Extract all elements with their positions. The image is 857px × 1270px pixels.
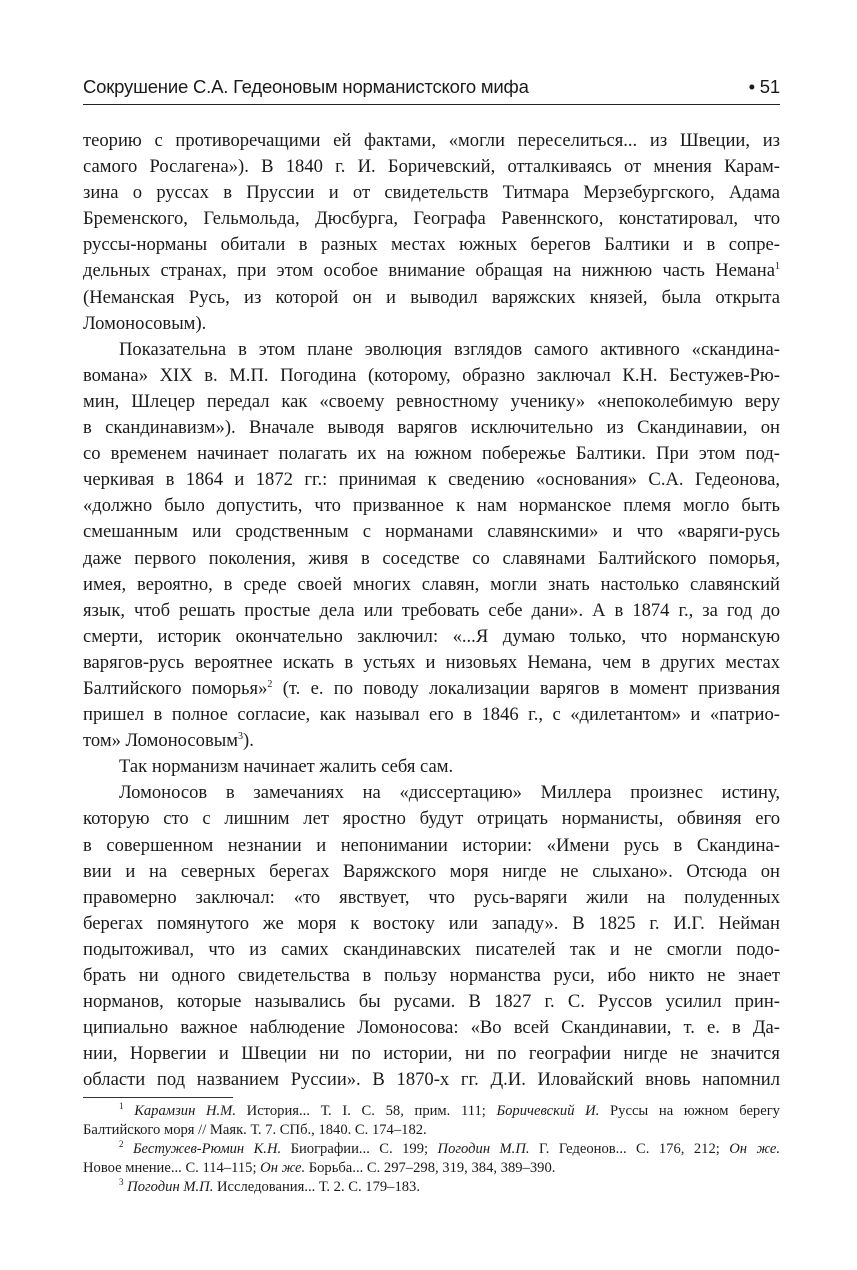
text-line bbox=[83, 676, 780, 702]
text-fragment: том» Ломоносовым bbox=[83, 730, 238, 752]
footnote-text: Руссы на южном берегу bbox=[599, 1103, 780, 1119]
footnote-1 bbox=[83, 1102, 780, 1121]
body-text bbox=[83, 128, 780, 1093]
footnote-ref-1: 1 bbox=[775, 261, 780, 273]
footnote-text: История... Т. I. С. 58, прим. 111; bbox=[235, 1103, 497, 1119]
footnote-text: Г. Гедеонов... С. 176, 212; bbox=[529, 1141, 730, 1157]
text-line: вомана» XIX в. М.П. Погодина (которому, образно заключал К.Н. Бестужев-Рю- bbox=[83, 364, 780, 386]
text-line: нии, Норвегии и Швеции ни по истории, ни по географии нигде не значится bbox=[83, 1043, 780, 1065]
text-line: Ломоносов в замечаниях на «диссертацию» Миллера произнес истину, bbox=[119, 782, 780, 804]
text-line: черкивая в 1864 и 1872 гг.: принимая к сведению «основания» С.А. Гедеонова, bbox=[83, 469, 780, 491]
text-line: норманов, которые назывались бы русами. В 1827 г. С. Руссов усилил прин- bbox=[83, 991, 780, 1013]
footnote-text: Исследования... Т. 2. С. 179–183. bbox=[213, 1179, 420, 1195]
text-fragment: дельных странах, при этом особое внимание обращая на нижнюю часть Немана bbox=[83, 260, 775, 282]
footnote-ref-3: 3 bbox=[238, 730, 243, 742]
footnote-author: Боричевский И. bbox=[496, 1103, 600, 1119]
running-head bbox=[83, 74, 780, 105]
text-line bbox=[83, 728, 780, 754]
text-line bbox=[83, 258, 780, 284]
text-line: области под названием Руссии». В 1870-х гг. Д.И. Иловайский вновь напомнил bbox=[83, 1069, 780, 1091]
text-line: подытоживал, что из самих скандинавских писателей так и не смогли подо- bbox=[83, 938, 780, 960]
text-line: брать ни одного свидетельства в пользу норманства руси, ибо никто не знает bbox=[83, 965, 780, 986]
text-line: язык, чтоб решать простые дела или требовать себе дани». А в 1874 г., за год до bbox=[83, 599, 780, 621]
footnote-author: Он же. bbox=[729, 1141, 780, 1157]
text-line: в совершенном незнании и непонимании истории: «Имени русь в Скандина- bbox=[83, 834, 780, 856]
footnote-author: Погодин М.П. bbox=[127, 1179, 214, 1195]
footnote-author: Бестужев-Рюмин К.Н. bbox=[132, 1141, 282, 1157]
text-line: правомерно заключал: «то явствует, что русь-варяги жили на полуденных bbox=[83, 886, 780, 908]
footnote-2-cont bbox=[83, 1159, 780, 1178]
footnote-author: Он же. bbox=[260, 1160, 306, 1176]
footnote-text: Борьба... С. 297–298, 319, 384, 389–390. bbox=[305, 1160, 556, 1176]
text-line: Ломоносовым). bbox=[83, 312, 207, 334]
text-line: в скандинавизм»). Вначале выводя варягов исключительно из Скандинавии, он bbox=[83, 417, 780, 439]
text-line: даже первого поколения, живя в соседстве со славянами Балтийского поморья, bbox=[83, 547, 780, 569]
text-line: вии и на северных берегах Варяжского моря нигде не слыхано». Отсюда он bbox=[83, 860, 780, 882]
footnote-3 bbox=[83, 1178, 780, 1197]
text-line: (Неманская Русь, из которой он и выводил варяжских князей, была открыта bbox=[83, 286, 780, 308]
running-head-title: Сокрушение С.А. Гедеоновым норманистского мифа bbox=[83, 76, 529, 97]
footnote-mark: 3 bbox=[119, 1177, 124, 1188]
footnote-text: Новое мнение... С. 114–115; bbox=[83, 1160, 261, 1176]
text-line: руссы-норманы обитали в разных местах южных берегов Балтики и в сопре- bbox=[83, 234, 780, 256]
text-line: Показательна в этом плане эволюция взглядов самого активного «скандина- bbox=[119, 338, 780, 360]
text-line: смешанным или сродственным с норманами славянскими» и что «варяги-русь bbox=[83, 521, 780, 543]
footnote-text: Биографии... С. 199; bbox=[281, 1141, 438, 1157]
text-line: со временем начинает полагать их на южном побережье Балтики. При этом под- bbox=[83, 443, 780, 465]
text-line: мин, Шлецер передал как «своему ревностному ученику» «непоколебимую веру bbox=[83, 390, 780, 412]
footnote-divider bbox=[83, 1097, 233, 1098]
footnote-author: Погодин М.П. bbox=[437, 1141, 530, 1157]
text-line: «должно было допустить, что призванное к нам норманское племя могло быть bbox=[83, 495, 780, 517]
footnote-1-cont: Балтийского моря // Маяк. Т. 7. СПб., 1840. С. 174–182. bbox=[83, 1122, 427, 1138]
text-line: Так норманизм начинает жалить себя сам. bbox=[119, 756, 454, 778]
text-fragment: ). bbox=[243, 730, 254, 752]
text-line: теорию с противоречащими ей фактами, «могли переселиться... из Швеции, из bbox=[83, 130, 780, 151]
footnote-mark: 1 bbox=[119, 1101, 124, 1112]
footnote-mark: 2 bbox=[119, 1139, 124, 1150]
text-line: зина о руссах в Пруссии и от свидетельств Титмара Мерзебургского, Адама bbox=[83, 182, 780, 204]
text-fragment: (т. е. по поводу локализации варягов в момент призвания bbox=[272, 677, 781, 699]
footnote-ref-2: 2 bbox=[267, 678, 273, 690]
text-line: самого Рослагена»). В 1840 г. И. Боричевский, отталкиваясь от мнения Карам- bbox=[83, 156, 780, 178]
footnotes bbox=[83, 1102, 780, 1197]
footnote-2 bbox=[83, 1140, 780, 1159]
text-line: имея, вероятно, в среде своей многих славян, могли знать настолько славянский bbox=[83, 573, 780, 595]
text-line: смерти, историк окончательно заключил: «...Я думаю только, что норманскую bbox=[83, 625, 780, 647]
text-fragment: Балтийского поморья» bbox=[83, 677, 268, 699]
text-line: берегах помянутого же моря к востоку или западу». В 1825 г. И.Г. Нейман bbox=[83, 912, 780, 934]
text-line: которую сто с лишним лет яростно будут отрицать норманисты, обвиняя его bbox=[83, 808, 780, 830]
text-line: Бременского, Гельмольда, Дюсбурга, Географа Равеннского, констатировал, что bbox=[83, 208, 780, 230]
text-line: варягов-русь вероятнее искать в устьях и низовьях Немана, чем в других местах bbox=[83, 651, 780, 673]
footnote-author: Карамзин Н.М. bbox=[134, 1103, 236, 1119]
text-line: пришел в полное согласие, как называл его в 1846 г., с «дилетантом» и «патрио- bbox=[83, 704, 780, 726]
text-line: ципиально важное наблюдение Ломоносова: «Во всей Скандинавии, т. е. в Да- bbox=[83, 1017, 780, 1039]
page-number: • 51 bbox=[748, 76, 780, 97]
